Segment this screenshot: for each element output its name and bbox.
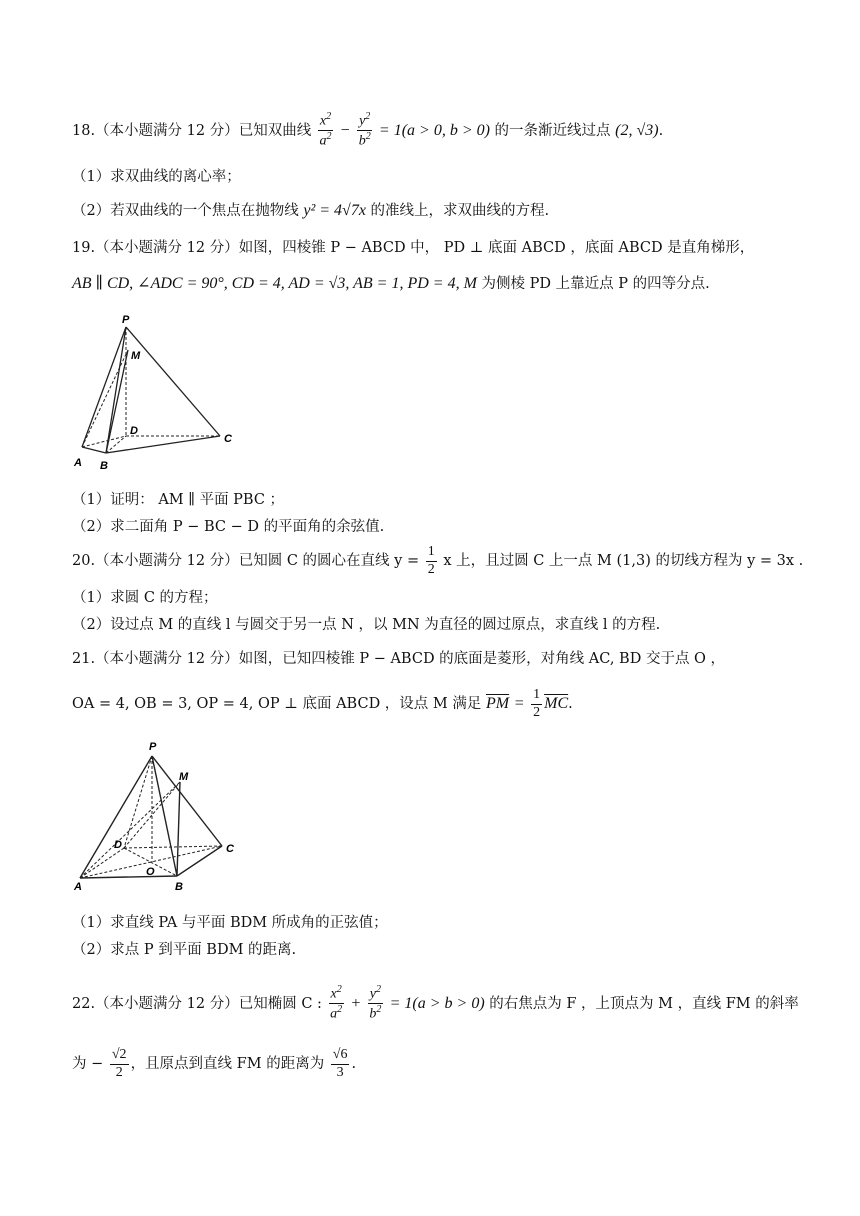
q20-head: 20.（本小题满分 12 分）已知圆 C 的圆心在直线 y = bbox=[72, 553, 420, 570]
q21-vector-mc: $\overline{MC}$ bbox=[544, 695, 569, 713]
q21-label-B: B bbox=[175, 881, 183, 893]
q21-label-P: P bbox=[149, 741, 157, 753]
q22-line2-b: ，且原点到直线 FM 的距离为 bbox=[130, 1056, 325, 1073]
q22-end: . bbox=[351, 1056, 357, 1073]
q22-head: 22.（本小题满分 12 分）已知椭圆 C : bbox=[72, 995, 322, 1012]
q18-point: (2, √3) bbox=[615, 121, 659, 139]
q20-line1 bbox=[72, 545, 803, 577]
q21-end: . bbox=[568, 696, 573, 713]
q22-slope-frac: $\frac{√2}{2}$ bbox=[111, 1047, 127, 1080]
q19-part2: （2）求二面角 P − BC − D 的平面角的余弦值. bbox=[72, 519, 385, 535]
q19-label-C: C bbox=[224, 433, 232, 445]
q18-parabola: y² = 4√7x bbox=[303, 202, 366, 219]
q19-label-B: B bbox=[100, 460, 108, 472]
q18-frac-x: $\frac{x^2}{a^2}$ bbox=[319, 111, 332, 149]
q21-figure bbox=[72, 736, 244, 896]
q19-label-D: D bbox=[130, 425, 138, 437]
q21-label-M: M bbox=[179, 771, 189, 783]
q19-line2 bbox=[72, 276, 710, 292]
q18-mid: 的一条渐近线过点 bbox=[489, 122, 611, 139]
q21-equals: = bbox=[513, 695, 525, 713]
q21-label-A: A bbox=[74, 881, 82, 893]
q19-part1: （1）证明： AM ∥ 平面 PBC ； bbox=[72, 492, 285, 508]
q18-end: . bbox=[658, 122, 664, 139]
q18-frac-y: $\frac{y^2}{b^2}$ bbox=[358, 111, 371, 149]
q20-part2: （2）设过点 M 的直线 l 与圆交于另一点 N ，以 MN 为直径的圆过原点，求直线 l 的方程. bbox=[72, 617, 661, 633]
q21-label-C: C bbox=[226, 843, 234, 855]
q18-part1: （1）求双曲线的离心率； bbox=[72, 169, 241, 185]
q22-tail: 的右焦点为 F ，上顶点为 M ，直线 FM 的斜率 bbox=[484, 995, 799, 1012]
q22-line1: 22.（本小题满分 12 分）已知椭圆 C : $\frac{x^2}{a^2}$ + $\frac{y^2}{b^2}$ = 1(a > b > 0) 的右焦点为 F ，上顶点为 M ，直线 FM 的斜率 bbox=[72, 984, 799, 1022]
q18-head: 18.（本小题满分 12 分）已知双曲线 bbox=[72, 122, 312, 139]
q19-label-A: A bbox=[74, 457, 82, 469]
q22-cond: = 1(a > b > 0) bbox=[389, 994, 485, 1012]
q20-mid: x 上，且过圆 C 上一点 M (1,3) 的切线方程为 y = 3x . bbox=[443, 553, 804, 570]
q22-line2 bbox=[72, 1048, 356, 1080]
q18-cond: = 1(a > 0, b > 0) bbox=[378, 121, 490, 139]
q21-line1: 21.（本小题满分 12 分）如图，已知四棱锥 P − ABCD 的底面是菱形，对角线 AC, BD 交于点 O ， bbox=[72, 651, 726, 667]
q21-line2 bbox=[72, 688, 573, 720]
q21-label-O: O bbox=[146, 866, 155, 878]
q18-line1: 18.（本小题满分 12 分）已知双曲线 $\frac{x^2}{a^2}$ − $\frac{y^2}{b^2}$ = 1(a > 0, b > 0) 的一条渐近线过点 (2, √3). bbox=[72, 111, 664, 149]
q19-figure bbox=[70, 312, 240, 477]
q20-part1: （1）求圆 C 的方程； bbox=[72, 590, 218, 606]
q20-frac: $\frac{1}{2}$ bbox=[427, 544, 435, 577]
q22-line2-a: 为 − bbox=[72, 1056, 104, 1073]
q19-line1: 19.（本小题满分 12 分）如图，四棱锥 P − ABCD 中， PD ⊥ 底面 ABCD ，底面 ABCD 是直角梯形， bbox=[72, 240, 755, 256]
q22-distance-frac: $\frac{√6}{3}$ bbox=[332, 1047, 348, 1080]
q21-vector-pm: $\overline{PM}$ bbox=[486, 695, 510, 713]
q19-label-M: M bbox=[131, 350, 141, 362]
q21-part2: （2）求点 P 到平面 BDM 的距离. bbox=[72, 942, 297, 958]
q18-part2 bbox=[72, 203, 549, 219]
q19-label-P: P bbox=[122, 314, 130, 326]
q18-part2-a: （2）若双曲线的一个焦点在抛物线 bbox=[72, 203, 299, 219]
q21-frac: $\frac{1}{2}$ bbox=[533, 687, 541, 720]
q19-line2-tail: 为侧棱 PD 上靠近点 P 的四等分点. bbox=[476, 276, 710, 292]
q18-part2-b: 的准线上，求双曲线的方程. bbox=[365, 203, 550, 219]
q19-conditions: AB ∥ CD, ∠ADC = 90°, CD = 4, AD = √3, AB = 1, PD = 4, M bbox=[72, 275, 477, 292]
q21-line2-a: OA = 4, OB = 3, OP = 4, OP ⊥ 底面 ABCD ，设点 M 满足 bbox=[72, 696, 482, 713]
q22-frac-y: $\frac{y^2}{b^2}$ bbox=[369, 984, 382, 1022]
q21-part1: （1）求直线 PA 与平面 BDM 所成角的正弦值； bbox=[72, 915, 388, 931]
q21-label-D: D bbox=[114, 839, 122, 851]
q22-frac-x: $\frac{x^2}{a^2}$ bbox=[330, 984, 343, 1022]
